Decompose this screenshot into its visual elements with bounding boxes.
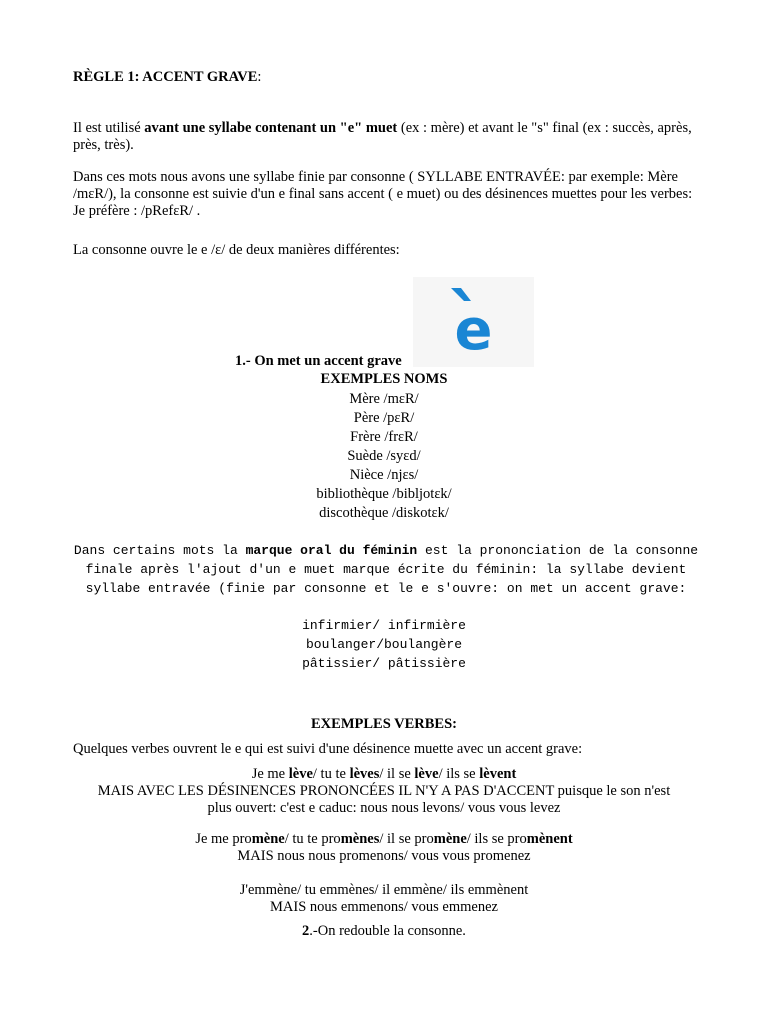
feminine-line-1: [66, 541, 706, 560]
noun-item: Père /pɛR/: [353, 410, 415, 426]
feminine-paragraph: [66, 541, 706, 598]
svg-text:e: e: [454, 298, 493, 363]
noun-item: Suède /syɛd/: [347, 448, 421, 464]
verbs-intro: Quelques verbes ouvrent le e qui est suivi d'une désinence muette avec un accent grave:: [73, 741, 583, 757]
txt: / ils se: [438, 766, 480, 782]
rule-title-colon: :: [257, 69, 262, 85]
noun-item: bibliothèque /bibljotɛk/: [316, 486, 452, 502]
promener-mais-line: MAIS nous nous promenons/ vous vous promenez: [237, 848, 531, 864]
lever-caduc-line: plus ouvert: c'est e caduc: nous nous levons/ vous vous levez: [207, 800, 561, 816]
txt: / il se: [379, 766, 415, 782]
e-grave-logo: [413, 277, 534, 367]
examples-nouns-heading: EXEMPLES NOMS: [320, 371, 448, 387]
feminine-text-bold: marque oral du féminin: [245, 543, 418, 558]
paragraph-two-ways: La consonne ouvre le e /ɛ/ de deux manières différentes:: [73, 242, 400, 258]
paragraph-usage: [73, 120, 703, 154]
e-grave-icon: [413, 277, 534, 367]
noun-item: Nièce /njɛs/: [349, 467, 419, 483]
verbs-group-promener: [0, 831, 768, 865]
paragraph-syllable: Dans ces mots nous avons une syllabe finie par consonne ( SYLLABE ENTRAVÉE: par exemple: Mère /mɛR/), la consonne est suivie d'un e final sans accent ( e muet) ou des désinences muettes pour les verbes: Je préfère : /pRefɛR/ .: [73, 169, 693, 219]
section1-heading: 1.- On met un accent grave: [235, 353, 402, 369]
examples-verbs-heading: EXEMPLES VERBES:: [311, 716, 457, 732]
lever-conjugation: [0, 766, 768, 783]
lever-mais-line: MAIS AVEC LES DÉSINENCES PRONONCÉES IL N'Y A PAS D'ACCENT puisque le son n'est: [97, 783, 671, 799]
txt-bold: lèvent: [479, 766, 517, 782]
p1-text-c: (ex : mère) et avant le "s" final (ex : succès, après, près, très).: [73, 120, 692, 153]
section2-heading: [0, 923, 768, 940]
feminine-word: infirmier/ infirmière: [302, 618, 466, 633]
noun-item: discothèque /diskotɛk/: [319, 505, 449, 521]
feminine-line-3: syllabe entravée (finie par consonne et le e s'ouvre: on met un accent grave:: [85, 581, 687, 596]
emmener-conjugation: J'emmène/ tu emmènes/ il emmène/ ils emmènent: [239, 882, 529, 898]
feminine-word: boulanger/boulangère: [305, 637, 463, 652]
verbs-group-emmener: [0, 882, 768, 916]
txt: Je me pro: [195, 831, 252, 847]
feminine-words-list: [0, 616, 768, 673]
feminine-line-2: finale après l'ajout d'un e muet marque écrite du féminin: la syllabe devient: [85, 562, 687, 577]
feminine-text-c: est la prononciation de la consonne: [417, 543, 699, 558]
txt: / tu te pro: [284, 831, 341, 847]
verbs-group-lever: [0, 766, 768, 817]
txt-bold: lève: [288, 766, 313, 782]
txt-bold: mène: [251, 831, 285, 847]
txt: / ils se pro: [466, 831, 527, 847]
rule-title: [73, 69, 261, 86]
section2-text: .-On redouble la consonne.: [309, 923, 466, 939]
rule-title-label: RÈGLE 1: ACCENT GRAVE: [73, 69, 258, 85]
feminine-text-a: Dans certains mots la: [73, 543, 246, 558]
nouns-list: [0, 390, 768, 523]
txt: / tu te: [312, 766, 350, 782]
noun-item: Frère /frɛR/: [350, 429, 418, 445]
section2-number: 2: [302, 923, 310, 939]
txt: / il se pro: [379, 831, 434, 847]
p1-text-bold: avant une syllabe contenant un "e" muet: [144, 120, 398, 136]
txt: Je me: [251, 766, 289, 782]
p1-text-a: Il est utilisé: [73, 120, 145, 136]
txt-bold: mène: [433, 831, 467, 847]
noun-item: Mère /mɛR/: [349, 391, 419, 407]
feminine-word: pâtissier/ pâtissière: [302, 656, 466, 671]
promener-conjugation: [0, 831, 768, 848]
txt-bold: lèves: [349, 766, 380, 782]
txt-bold: lève: [414, 766, 439, 782]
txt-bold: mènent: [526, 831, 573, 847]
txt-bold: mènes: [340, 831, 380, 847]
emmener-mais-line: MAIS nous emmenons/ vous emmenez: [270, 899, 498, 915]
